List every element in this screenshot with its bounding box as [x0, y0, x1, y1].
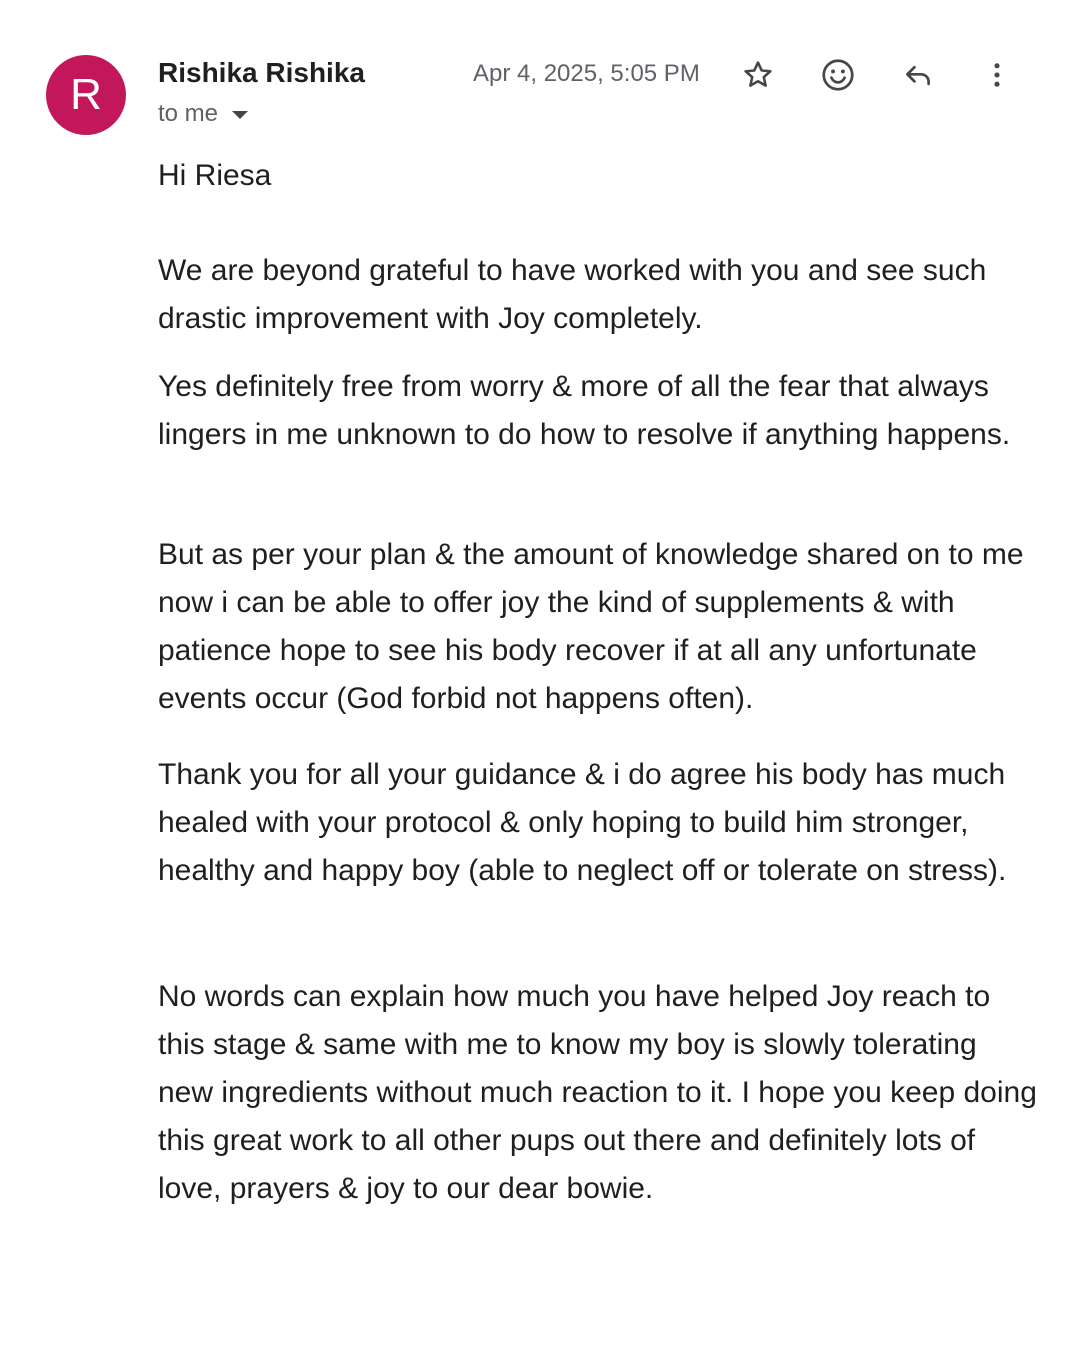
more-options-button[interactable] [974, 52, 1020, 98]
message-paragraph: No words can explain how much you have helped Joy reach to this stage & same with me to know my boy is slowly tolerating new ingredients without much reaction to it. I hope you keep doing this great work to all other pups out there and definitely lots of love, prayers & joy to our dear bowie. [158, 980, 1037, 1205]
message-paragraph: We are beyond grateful to have worked with you and see such drastic improvement with Joy completely. [158, 254, 987, 335]
star-button[interactable] [735, 52, 781, 98]
recipient-label: to me [158, 100, 219, 127]
sender-avatar[interactable] [46, 55, 126, 135]
chevron-down-icon [232, 111, 248, 119]
emoji-reaction-icon [820, 57, 856, 93]
message-paragraph: But as per your plan & the amount of knowledge shared on to me now i can be able to offer joy the kind of supplements & with patience hope to see his body recover if at all any unfortunate events occur (God forbid not happens often). [158, 538, 1024, 715]
message-greeting: Hi Riesa [158, 159, 272, 192]
recipient-details-toggle[interactable] [158, 100, 248, 128]
sender-name[interactable]: Rishika Rishika [158, 57, 365, 88]
reply-icon [901, 58, 935, 92]
add-reaction-button[interactable] [815, 52, 861, 98]
star-outline-icon [741, 58, 775, 92]
message-timestamp: Apr 4, 2025, 5:05 PM [473, 60, 700, 87]
reply-button[interactable] [895, 52, 941, 98]
message-paragraph: Yes definitely free from worry & more of all the fear that always lingers in me unknown to do how to resolve if anything happens. [158, 370, 1011, 451]
avatar-letter: R [70, 70, 102, 119]
more-vertical-icon [980, 58, 1014, 92]
message-paragraph: Thank you for all your guidance & i do agree his body has much healed with your protocol & only hoping to build him stronger, healthy and happy boy (able to neglect off or tolerate on stress). [158, 758, 1007, 887]
